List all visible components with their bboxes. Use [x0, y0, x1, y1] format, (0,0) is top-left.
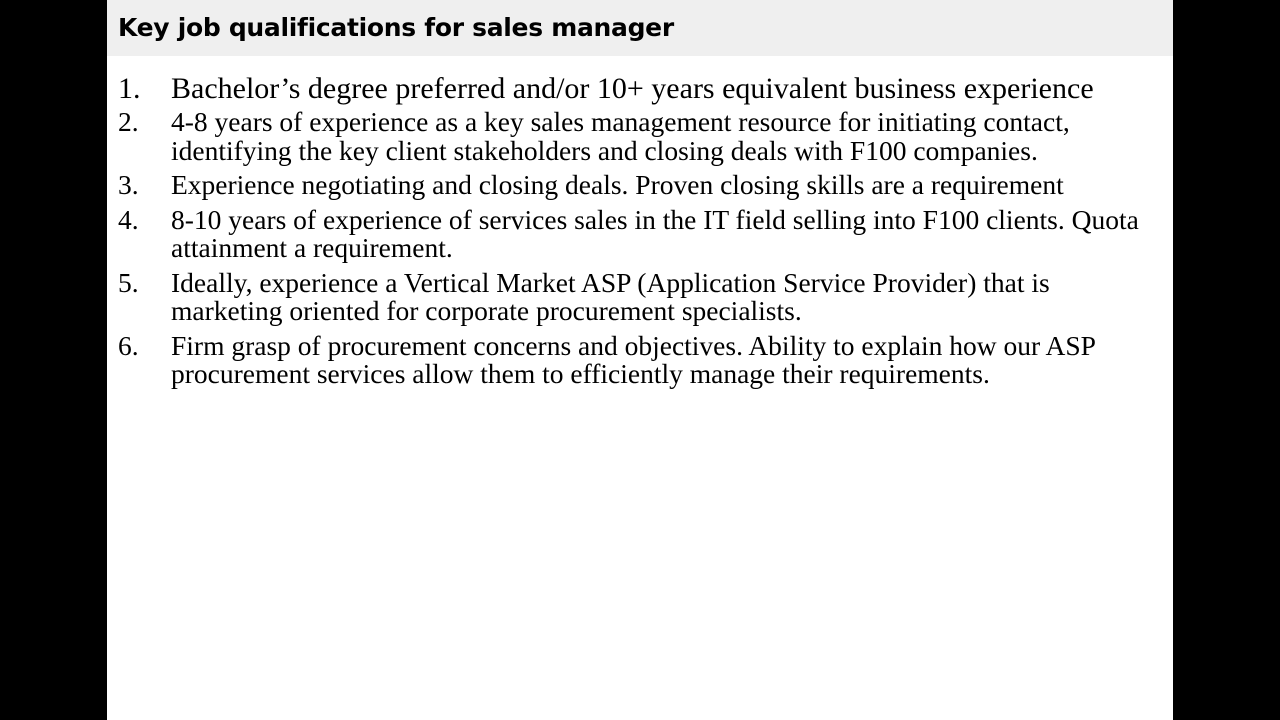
slide — [107, 0, 1173, 720]
list-item-number: 2. — [118, 106, 139, 137]
title-bar — [107, 0, 1173, 56]
list-item — [107, 329, 1173, 389]
list-item — [107, 171, 1173, 200]
list-item-text: 4-8 years of experience as a key sales management resource for initiating contact, identifying the key client stakeholders and closing deals with F100 companies. — [171, 106, 1070, 166]
list-item — [107, 108, 1173, 165]
list-item-text: Ideally, experience a Vertical Market ASP (Application Service Provider) that is marketing oriented for corporate procurement specialists. — [171, 266, 1050, 326]
list-item-number: 3. — [118, 169, 139, 200]
list-item — [107, 203, 1173, 263]
list-item-number: 6. — [118, 329, 139, 361]
slide-title: Key job qualifications for sales manager — [118, 13, 674, 42]
list-item-number: 5. — [118, 266, 139, 298]
list-item-text: Bachelor’s degree preferred and/or 10+ years equivalent business experience — [171, 72, 1094, 105]
list-item — [107, 266, 1173, 326]
list-item-text: 8-10 years of experience of services sales in the IT field selling into F100 clients. Quota attainment a requirement. — [171, 203, 1139, 263]
list-item-number: 1. — [118, 72, 141, 105]
list-item-text: Firm grasp of procurement concerns and objectives. Ability to explain how our ASP procurement services allow them to efficiently manage their requirements. — [171, 329, 1095, 389]
qualifications-list — [107, 70, 1173, 395]
list-item — [107, 70, 1173, 108]
list-item-number: 4. — [118, 203, 139, 235]
list-item-text: Experience negotiating and closing deals. Proven closing skills are a requirement — [171, 169, 1064, 200]
